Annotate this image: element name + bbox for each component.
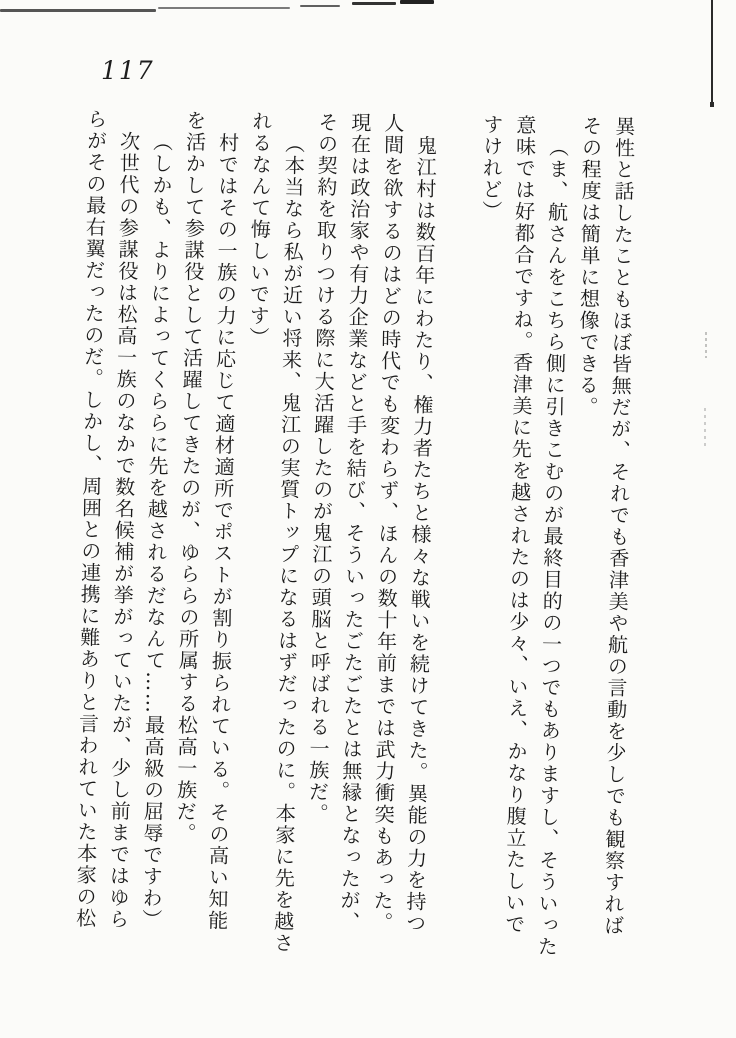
- text-column: すけれど）: [478, 113, 505, 223]
- scan-right-edge-line: [711, 0, 713, 107]
- page-number: 117: [101, 56, 155, 85]
- scan-line-segment: [0, 9, 156, 12]
- text-column: 村ではその一族の力に応じて適材適所でポストが割り振られている。その高い知能: [204, 132, 240, 932]
- text-column: れるなんて悔しいです）: [245, 110, 274, 349]
- text-column: 異性と話したこともほぼ皆無だが、それでも香津美や航の言動を少しでも観察すれば: [600, 115, 636, 937]
- text-column: （本当なら私が近い将来、鬼江の実質トップになるはずだったのに。本家に先を越さ: [270, 133, 306, 955]
- scan-line-segment: [352, 2, 396, 5]
- scan-line-segment: [158, 7, 290, 9]
- text-columns: [74, 108, 634, 976]
- text-column: 人間を欲するのはどの時代でも変わらず、ほんの数十年前までは武力衝突もあった。: [369, 112, 406, 934]
- scan-speck: [704, 408, 706, 448]
- text-column: その程度は簡単に想像できる。: [574, 115, 604, 418]
- blank-column: [437, 113, 469, 973]
- scan-speck: [705, 332, 707, 358]
- text-column: その契約を取りつける際に大活躍したのが鬼江の頭脳と呼ばれる一族だ。: [305, 111, 340, 825]
- scan-top-edge-line: [0, 0, 440, 16]
- scan-line-segment: [400, 0, 434, 4]
- text-column: 意味では好都合ですね。香津美に先を越されたのは少々、いえ、かなり腹立たしいで: [501, 114, 538, 936]
- scan-line-segment: [300, 5, 340, 7]
- text-column: 鬼江村は数百年にわたり、権力者たちと様々な戦いを続けてきた。異能の力を持つ: [402, 134, 438, 935]
- text-column: らがその最右翼だったのだ。しかし、周囲との連携に難ありと言われていた本家の松: [72, 108, 109, 930]
- text-column: を活かして参謀役として活躍してきたのが、ゆららの所属する松高一族だ。: [172, 109, 208, 845]
- text-column: 現在は政治家や有力企業などと手を結び、そういったごたごたとは無縁となったが、: [336, 112, 373, 934]
- text-column: （しかも、よりによってくららに先を越されるだなんて……最高級の屈辱ですわ）: [138, 131, 174, 931]
- text-column: 次世代の参謀役は松高一族のなかで数名候補が挙がっていたが、少し前まではゆら: [105, 130, 141, 931]
- text-column: （ま、航さんをこちら側に引きこむのが最終目的の一つでもありますし、そういった: [534, 136, 570, 958]
